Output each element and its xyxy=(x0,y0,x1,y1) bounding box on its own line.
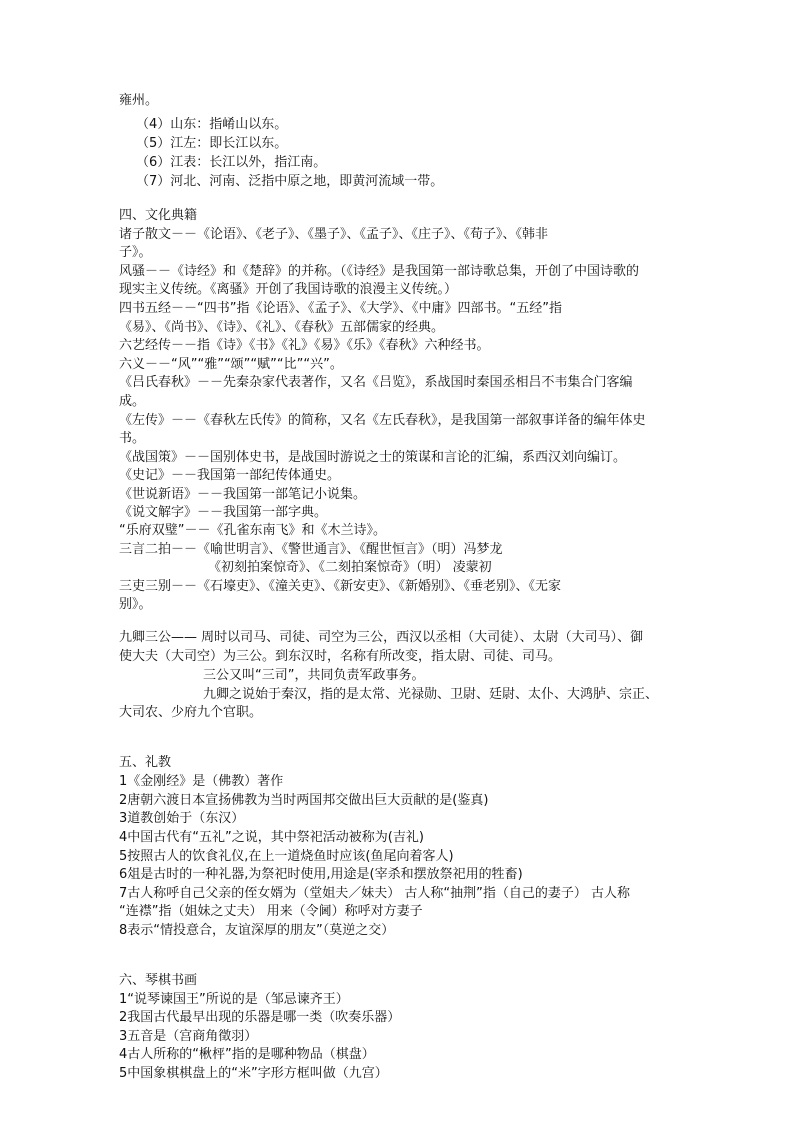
text-line: 1“说琴谏国王”所说的是（邹忌谏齐王） xyxy=(119,992,349,1007)
text-line: 5中国象棋棋盘上的“米”字形方框叫做（九宫） xyxy=(119,1066,388,1081)
text-line: 7古人称呼自己父亲的侄女婿为（堂姐夫／妹夫） 古人称“抽荆”指（自己的妻子） 古人称 xyxy=(119,886,631,901)
text-line: 《世说新语》－－我国第一部笔记小说集。 xyxy=(119,487,367,502)
text-line: 六义－－“风”“雅”“颂”“赋”“比”“兴”。 xyxy=(119,357,343,372)
text-line: 3五音是（宫商角徵羽） xyxy=(119,1029,258,1044)
text-line: 三公又叫“三司”，共同负责军政事务。 xyxy=(203,668,425,683)
text-line: “连襟”指（姐妹之丈夫） 用来（令阃）称呼对方妻子 xyxy=(119,904,423,919)
text-line: 4古人所称的“楸枰”指的是哪种物品（棋盘） xyxy=(119,1047,375,1062)
text-line: （7）河北、河南、泛指中原之地，即黄河流域一带。 xyxy=(136,174,444,189)
text-line: 四书五经－－“四书”指《论语》、《孟子》、《大学》、《中庸》四部书。“五经”指 xyxy=(119,301,562,316)
text-line: 《左传》－－《春秋左氏传》的简称，又名《左氏春秋》，是我国第一部叙事详备的编年体史 xyxy=(119,413,646,428)
text-line: “乐府双璧”－－《孔雀东南飞》和《木兰诗》。 xyxy=(119,523,386,538)
text-line: 《说文解字》－－我国第一部字典。 xyxy=(119,505,328,520)
text-line: 九卿之说始于秦汉，指的是太常、光禄勋、卫尉、廷尉、太仆、大鸿胪、宗正、 xyxy=(203,687,659,702)
text-line: 子》。 xyxy=(119,245,152,260)
text-line: 现实主义传统。《离骚》开创了我国诗歌的浪漫主义传统。） xyxy=(119,282,458,297)
text-line: 诸子散文－－《论语》、《老子》、《墨子》、《孟子》、《庄子》、《荀子》、《韩非 xyxy=(119,227,549,242)
text-line: 2唐朝六渡日本宣扬佛教为当时两国邦交做出巨大贡献的是(鉴真) xyxy=(119,793,489,808)
text-line: （4）山东：指崤山以东。 xyxy=(136,117,288,132)
text-line: 《战国策》－－国别体史书，是战国时游说之士的策谋和言论的汇编，系西汉刘向编订。 xyxy=(119,450,627,465)
text-line: 书。 xyxy=(119,431,146,446)
text-line: 1《金刚经》是（佛教）著作 xyxy=(119,774,284,789)
text-line: 《易》、《尚书》、《诗》、《礼》、《春秋》五部儒家的经典。 xyxy=(119,320,445,335)
section-heading: 四、文化典籍 xyxy=(119,208,198,223)
text-line: 8表示“情投意合，友谊深厚的朋友”（莫逆之交） xyxy=(119,923,395,938)
section-heading: 六、琴棋书画 xyxy=(119,973,198,988)
text-line: 6俎是古时的一种礼器,为祭祀时使用,用途是(宰杀和摆放祭祀用的牲畜) xyxy=(119,867,523,882)
text-line: 三言二拍－－《喻世明言》、《警世通言》、《醒世恒言》（明）冯梦龙 xyxy=(119,542,503,557)
text-line: 雍州。 xyxy=(119,93,159,108)
text-line: 《初刻拍案惊奇》、《二刻拍案惊奇》（明） 凌蒙初 xyxy=(208,560,492,575)
text-line: （5）江左：即长江以东。 xyxy=(136,136,288,151)
text-line: （6）江表：长江以外，指江南。 xyxy=(136,155,327,170)
text-line: 三吏三别－－《石壕吏》、《潼关吏》、《新安吏》、《新婚别》、《垂老别》、《无家 xyxy=(119,579,562,594)
text-line: 风骚－－《诗经》和《楚辞》的并称。（《诗经》是我国第一部诗歌总集，开创了中国诗歌的 xyxy=(119,264,640,279)
text-line: 3道教创始于（东汉） xyxy=(119,811,245,826)
text-line: 《史记》－－我国第一部纪传体通史。 xyxy=(119,468,341,483)
text-line: 2我国古代最早出现的乐器是哪一类（吹奏乐器） xyxy=(119,1010,401,1025)
text-line: 4中国古代有“五礼”之说，其中祭祀活动被称为(吉礼) xyxy=(119,830,424,845)
text-line: 使大夫（大司空）为三公。到东汉时，名称有所改变，指太尉、司徒、司马。 xyxy=(119,649,562,664)
text-line: 六艺经传－－指《诗》《书》《礼》《易》《乐》《春秋》六种经书。 xyxy=(119,338,490,353)
text-line: 别》。 xyxy=(119,597,152,612)
text-line: 九卿三公—— 周时以司马、司徒、司空为三公，西汉以丞相（大司徒）、太尉（大司马）、御 xyxy=(119,630,644,645)
text-line: 《吕氏春秋》－－先秦杂家代表著作，又名《吕览》，系战国时秦国丞相吕不韦集合门客编 xyxy=(119,375,633,390)
text-line: 5按照古人的饮食礼仪,在上一道烧鱼时应该(鱼尾向着客人) xyxy=(119,849,454,864)
text-line: 成。 xyxy=(119,394,146,409)
section-heading: 五、礼教 xyxy=(119,755,172,770)
text-line: 大司农、少府九个官职。 xyxy=(119,705,263,720)
